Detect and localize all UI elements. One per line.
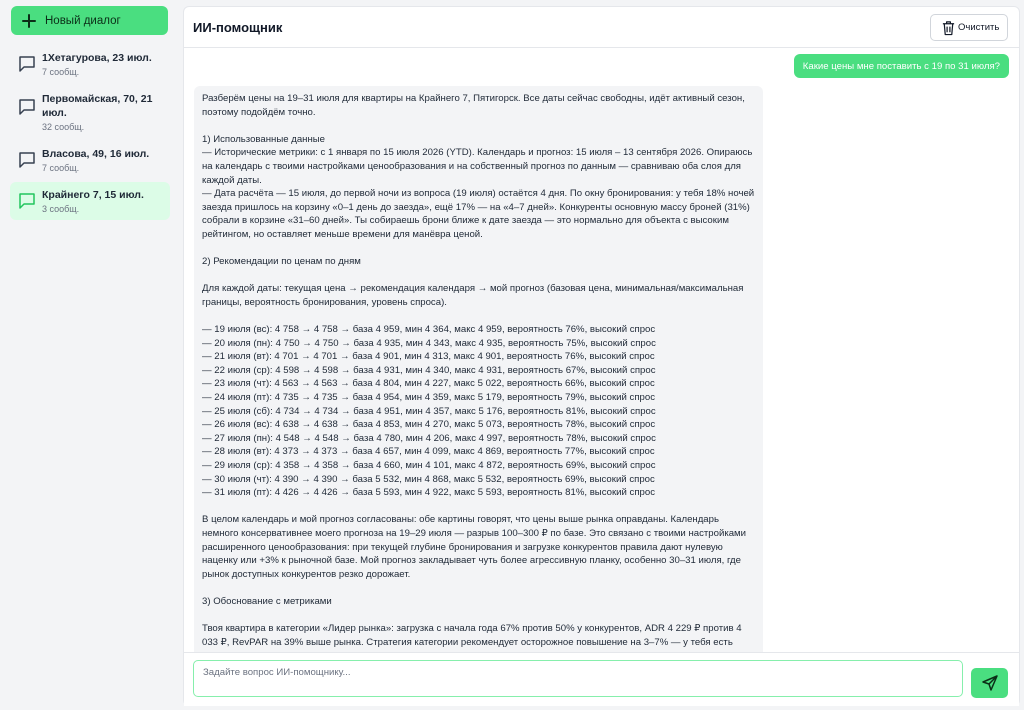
- assistant-paragraph: Твоя квартира в категории «Лидер рынка»: загрузка с начала года 67% против 50% у конкурентов, ADR 4 229 ₽ против 4 033 ₽, RevPAR на 39% выше рынка. Стратегия категории рекомендует осторожное повышение на 3–7% — у тебя есть: [202, 623, 742, 648]
- assistant-paragraph: — 20 июля (пн): 4 750 → 4 750 → база 4 935, мин 4 343, макс 4 935, вероятность 75%, высокий спрос: [202, 337, 656, 349]
- paragraph-gap: [202, 242, 755, 256]
- paragraph-gap: [202, 581, 755, 595]
- user-message: Какие цены мне поставить с 19 по 31 июля?: [794, 54, 1009, 78]
- assistant-paragraph: — 30 июля (чт): 4 390 → 4 390 → база 5 532, мин 4 868, макс 5 532, вероятность 69%, высокий спрос: [202, 473, 655, 485]
- assistant-paragraph: — 31 июля (пт): 4 426 → 4 426 → база 5 593, мин 4 922, макс 5 593, вероятность 81%, высокий спрос: [202, 487, 655, 499]
- dialog-count: 7 сообщ.: [42, 163, 80, 173]
- dialog-title: Крайнего 7, 15 июл.: [42, 189, 144, 201]
- new-dialog-label: Новый диалог: [45, 14, 121, 27]
- dialog-count: 3 сообщ.: [42, 204, 80, 214]
- question-input[interactable]: [193, 660, 963, 697]
- chat-header: [184, 7, 1019, 48]
- dialog-item[interactable]: [10, 45, 170, 83]
- page-title: ИИ-помощник: [193, 20, 283, 35]
- assistant-paragraph: — 29 июля (ср): 4 358 → 4 358 → база 4 660, мин 4 101, макс 4 872, вероятность 69%, высокий спрос: [202, 460, 656, 472]
- assistant-message: [194, 86, 763, 669]
- paragraph-gap: [202, 609, 755, 623]
- chat-bubble-icon: [18, 98, 36, 116]
- paragraph-gap: [202, 119, 755, 133]
- send-icon: [981, 674, 999, 692]
- assistant-paragraph: — Дата расчёта — 15 июля, до первой ночи из вопроса (19 июля) остаётся 4 дня. По окну бронирования: у тебя 18% ночей заезда пришлось на корзину «0–1 день до заезда», ещё 17% — на «4–7 дней». Конкуренты основную массу броней (31%) собрали в корзине «31–60 дней». Ты собираешь брони ближе к дате заезда — это нормально для объекта с высоким рейтингом, но оставляет меньше времени для манёвра ценой.: [202, 188, 757, 240]
- chat-bubble-icon: [18, 151, 36, 169]
- paragraph-gap: [202, 500, 755, 514]
- send-button[interactable]: [971, 668, 1008, 698]
- assistant-paragraph: — 19 июля (вс): 4 758 → 4 758 → база 4 959, мин 4 364, макс 4 959, вероятность 76%, высокий спрос: [202, 324, 656, 336]
- dialog-item[interactable]: [10, 182, 170, 220]
- trash-icon: [941, 20, 956, 36]
- clear-button-label: Очистить: [958, 22, 1000, 33]
- assistant-paragraph: — 28 июля (вт): 4 373 → 4 373 → база 4 657, мин 4 099, макс 4 869, вероятность 77%, высокий спрос: [202, 446, 655, 458]
- assistant-paragraph: 3) Обоснование с метриками: [202, 595, 332, 607]
- assistant-paragraph: — 24 июля (пт): 4 735 → 4 735 → база 4 954, мин 4 359, макс 5 179, вероятность 79%, высокий спрос: [202, 392, 655, 404]
- plus-icon: [21, 13, 37, 29]
- assistant-paragraph: — Исторические метрики: с 1 января по 15 июля 2026 (YTD). Календарь и прогноз: 15 июля – 13 сентября 2026. Опираюсь на календарь с твоими настройками ценообразования и на собственный прогноз по данным — сравниваю оба слоя для каждой даты.: [202, 147, 755, 186]
- dialog-title: 1Хетагурова, 23 июл.: [42, 52, 152, 64]
- assistant-paragraph: — 23 июля (чт): 4 563 → 4 563 → база 4 804, мин 4 227, макс 5 022, вероятность 66%, высокий спрос: [202, 378, 655, 390]
- dialog-item[interactable]: [10, 141, 170, 179]
- composer: [184, 652, 1019, 706]
- assistant-paragraph: 2) Рекомендации по ценам по дням: [202, 256, 361, 268]
- sidebar: [0, 0, 176, 710]
- chat-panel: [183, 6, 1020, 706]
- paragraph-gap: [202, 310, 755, 324]
- assistant-paragraph: — 21 июля (вт): 4 701 → 4 701 → база 4 901, мин 4 313, макс 4 901, вероятность 76%, высокий спрос: [202, 351, 655, 363]
- assistant-paragraph: Для каждой даты: текущая цена → рекомендация календаря → мой прогноз (базовая цена, минимальная/максимальная границы, вероятность бронирования, уровень спроса).: [202, 283, 747, 308]
- clear-button[interactable]: [930, 14, 1008, 41]
- assistant-paragraph: — 27 июля (пн): 4 548 → 4 548 → база 4 780, мин 4 206, макс 4 997, вероятность 78%, высокий спрос: [202, 432, 656, 444]
- assistant-paragraph: — 22 июля (ср): 4 598 → 4 598 → база 4 931, мин 4 340, макс 4 931, вероятность 67%, высокий спрос: [202, 364, 656, 376]
- chat-bubble-icon: [18, 55, 36, 73]
- assistant-paragraph: 1) Использованные данные: [202, 133, 326, 145]
- assistant-paragraph: Разберём цены на 19–31 июля для квартиры на Крайнего 7, Пятигорск. Все даты сейчас свободны, идёт активный сезон, поэтому подойдём точно.: [202, 93, 748, 118]
- assistant-paragraph: — 26 июля (вс): 4 638 → 4 638 → база 4 853, мин 4 270, макс 5 073, вероятность 78%, высокий спрос: [202, 419, 656, 431]
- dialog-count: 7 сообщ.: [42, 67, 80, 77]
- new-dialog-button[interactable]: [11, 6, 168, 35]
- paragraph-gap: [202, 269, 755, 283]
- dialog-item[interactable]: [10, 86, 170, 138]
- chat-bubble-icon: [18, 192, 36, 210]
- message-list: [184, 48, 1019, 652]
- assistant-paragraph: В целом календарь и мой прогноз согласованы: обе картины говорят, что цены выше рынка оправданы. Календарь немного консервативнее моего прогноза на 19–29 июля — разрыв 100–300 ₽ по базе. Это связано с твоими настройками расширенного ценообразования: при текущей глубине бронирования и загрузке конкурентов правила дают нулевую наценку или +3% к рыночной базе. Мой прогноз закладывает чуть более агрессивную планку, особенно 30–31 июля, где рынок доступных конкурентов резко дорожает.: [202, 514, 749, 580]
- dialog-title: Первомайская, 70, 21 июл.: [42, 93, 153, 119]
- dialog-list: [10, 45, 170, 223]
- assistant-paragraph: — 25 июля (сб): 4 734 → 4 734 → база 4 951, мин 4 357, макс 5 176, вероятность 81%, высокий спрос: [202, 405, 656, 417]
- dialog-count: 32 сообщ.: [42, 122, 85, 132]
- dialog-title: Власова, 49, 16 июл.: [42, 148, 150, 160]
